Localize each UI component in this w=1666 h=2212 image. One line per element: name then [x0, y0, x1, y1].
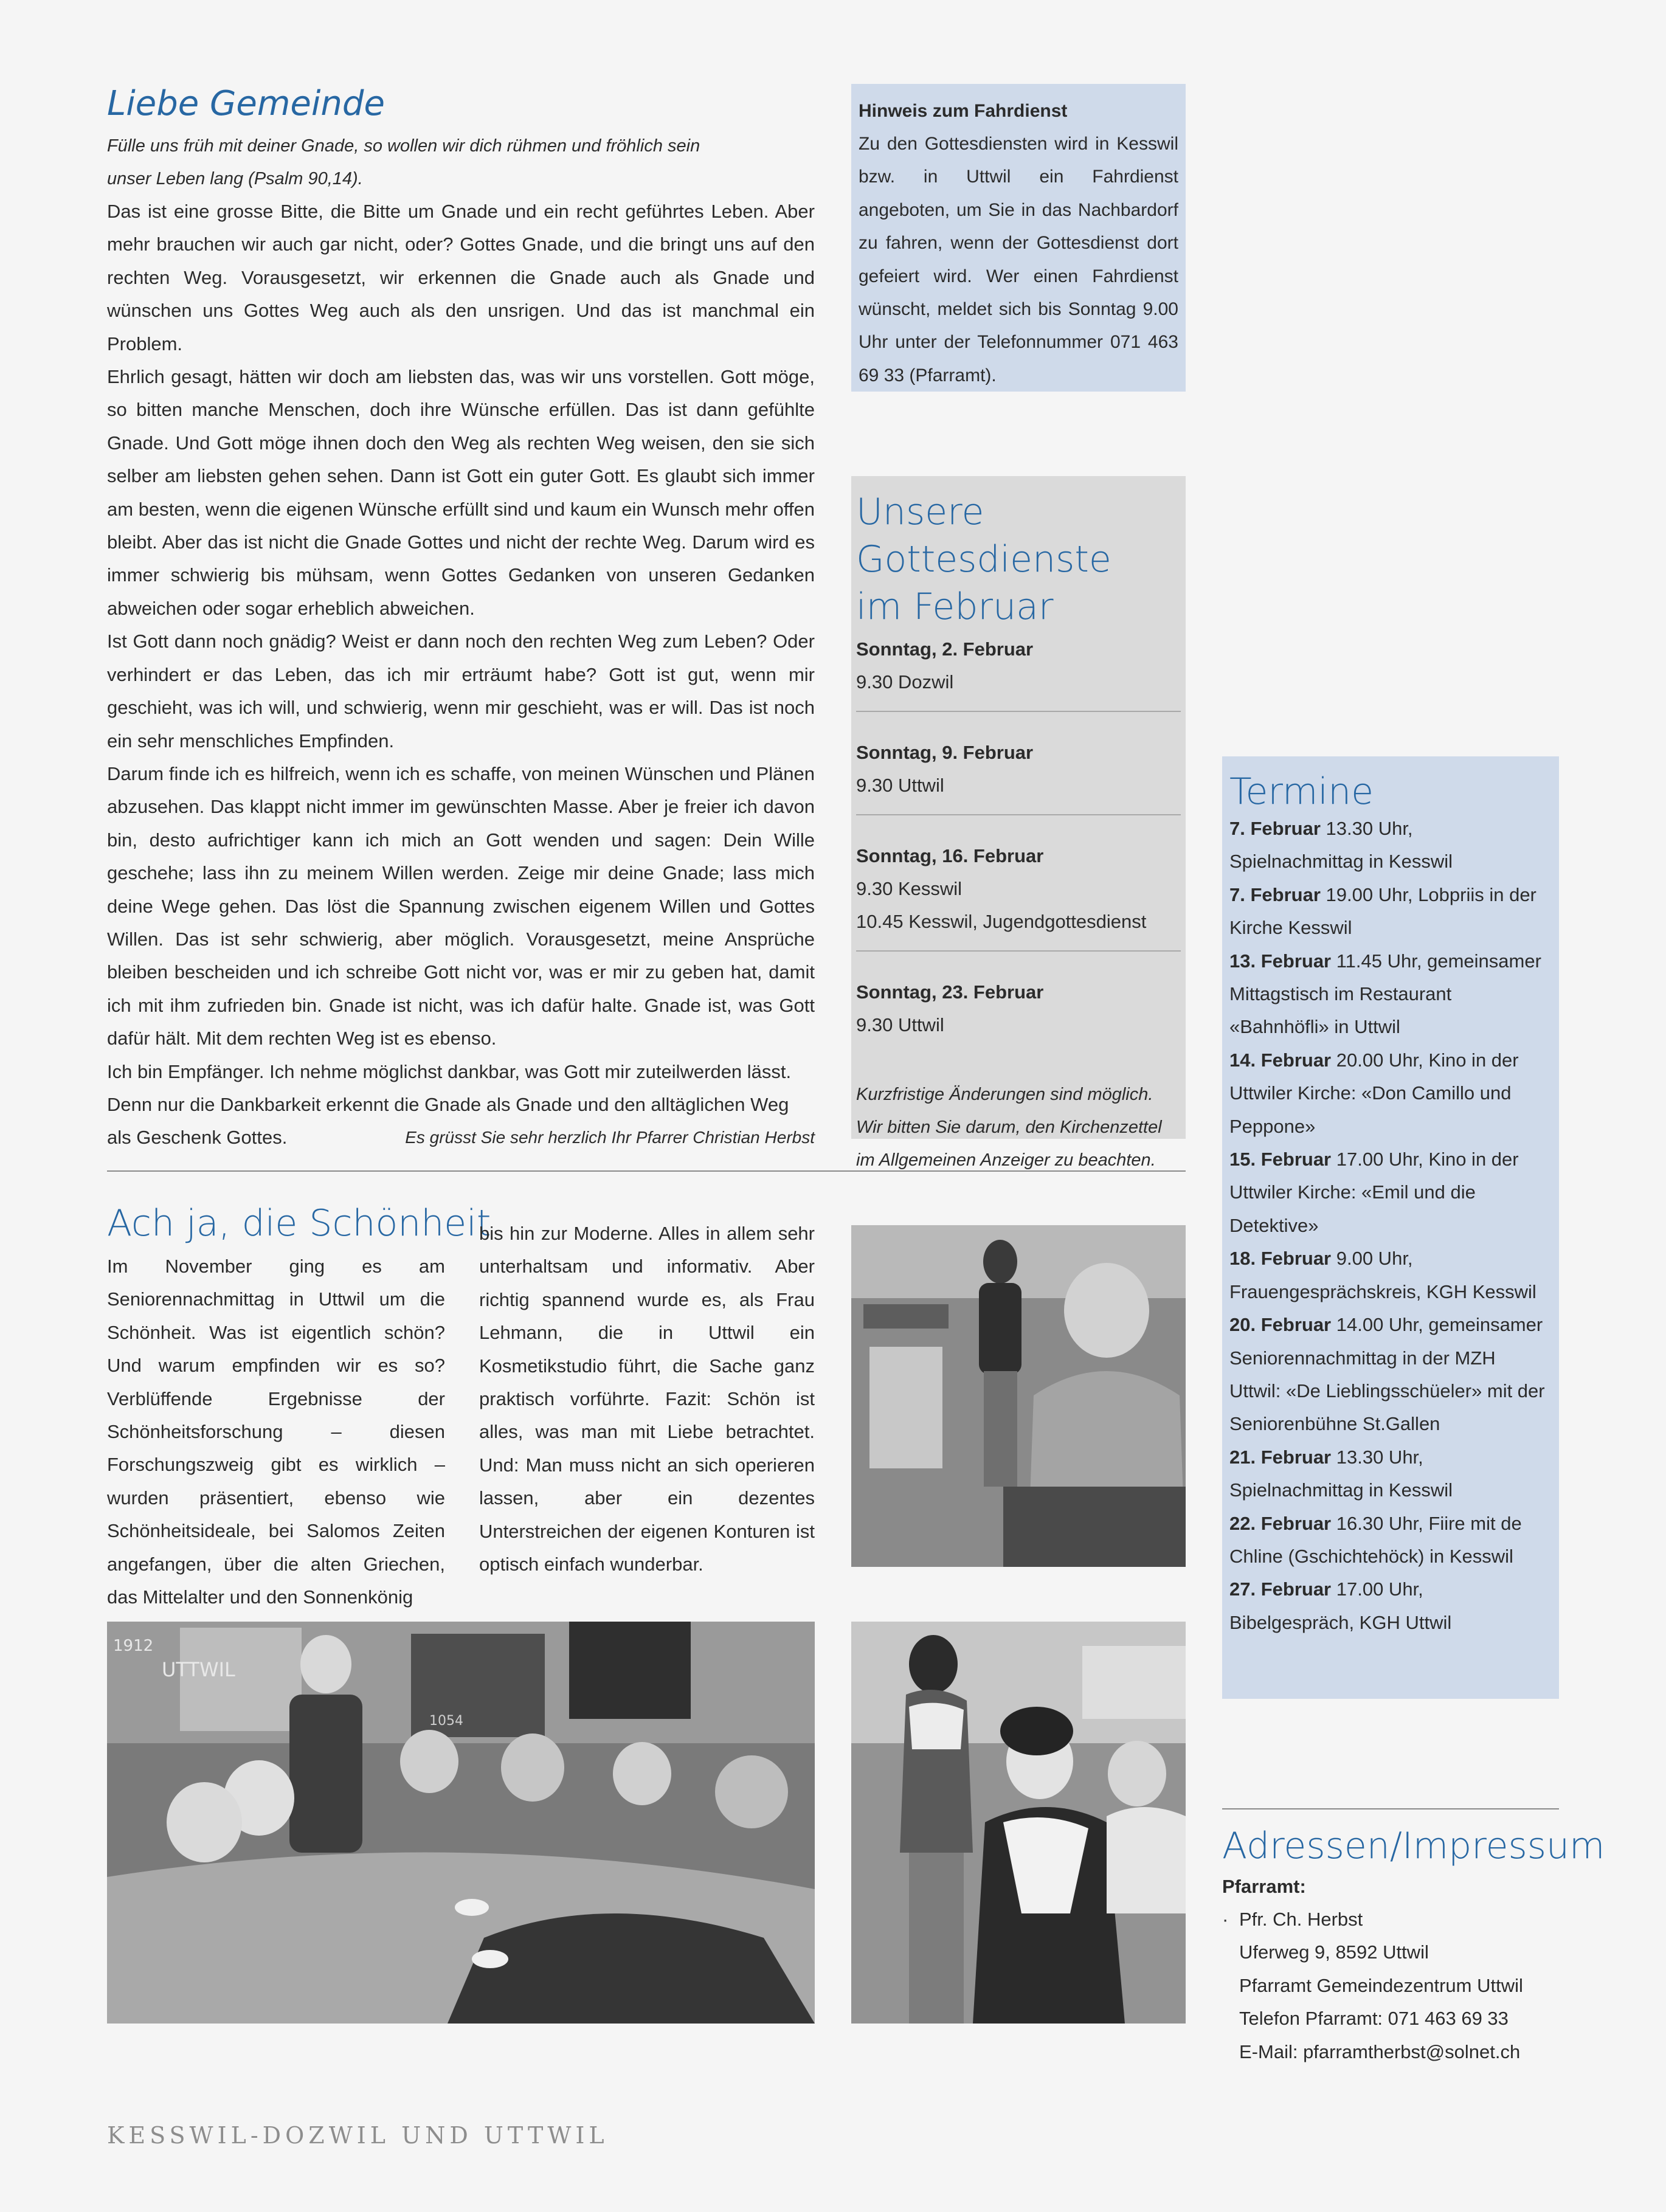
termin-text: 17.00 Uhr, Kino in der Uttwiler Kirche: «Emil und die Detektive»	[1229, 1149, 1519, 1236]
gottesdienste-title-line-1: Unsere Gottesdienste	[856, 491, 1111, 581]
termin-entry	[1229, 1143, 1552, 1242]
termin-date: 20. Februar	[1229, 1314, 1332, 1336]
page-footer: KESSWIL-DOZWIL UND UTTWIL	[107, 2122, 609, 2149]
adressen-section	[1222, 1822, 1605, 2069]
address-street: Uferweg 9, 8592 Uttwil	[1239, 1941, 1429, 1963]
adressen-divider	[1222, 1808, 1559, 1809]
gottesdienste-title-line-2: im Februar	[856, 586, 1054, 628]
service-entry	[856, 840, 1181, 952]
pastor-signoff: Es grüsst Sie sehr herzlich Ihr Pfarrer Christian Herbst	[405, 1128, 815, 1147]
service-time-place: 9.30 Kesswil	[856, 878, 963, 899]
gottesdienste-title	[856, 488, 1181, 631]
service-time-place: 10.45 Kesswil, Jugendgottesdienst	[856, 911, 1147, 932]
achja-title: Ach ja, die Schönheit	[107, 1202, 491, 1245]
termin-text: 20.00 Uhr, Kino in der Uttwiler Kirche: «Don Camillo und Peppone»	[1229, 1049, 1519, 1137]
termine-title: Termine	[1229, 770, 1374, 813]
bullet-icon: ·	[1222, 1909, 1229, 1930]
address-line	[1222, 1903, 1563, 1936]
termin-entry	[1229, 945, 1552, 1044]
service-date: Sonntag, 23. Februar	[856, 981, 1044, 1003]
photo-text-number: 1054	[429, 1713, 463, 1729]
photo-text-sign: UTTWIL	[162, 1658, 235, 1681]
termin-date: 14. Februar	[1229, 1049, 1332, 1071]
termin-date: 27. Februar	[1229, 1578, 1332, 1600]
fahrdienst-text: Zu den Gottesdiensten wird in Kesswil bzw. in Uttwil ein Fahrdienst angeboten, um Sie in das Nachbardorf zu fahren, wenn der Gottesdienst dort gefeiert wird. Wer einen Fahrdienst wünscht, meldet sich bis Sonntag 9.00 Uhr unter der Telefonnummer 071 463 69 33 (Pfarramt).	[859, 134, 1178, 385]
achja-column-1: Im November ging es am Seniorennachmittag in Uttwil um die Schönheit. Was ist eigentlich schön? Und warum empfinden wir es so? Verblüffende Ergebnisse der Schönheitsforschung – diesen Forschungszweig gibt es wirklich – wurden präsentiert, ebenso wie Schönheitsideale, bei Salomos Zeiten angefangen, über die alten Griechen, das Mittelalter und den Sonnenkönig	[107, 1256, 445, 1608]
liebe-gemeinde-article	[107, 82, 815, 1155]
termin-entry	[1229, 879, 1552, 945]
termin-entry	[1229, 1507, 1552, 1574]
liebe-paragraph-5	[107, 1056, 815, 1155]
service-entry	[856, 976, 1181, 1054]
termin-entry	[1229, 812, 1552, 879]
termin-entry	[1229, 1573, 1552, 1639]
photo-seniors-table-group	[107, 1622, 815, 2024]
termine-box	[1222, 756, 1559, 1699]
service-date: Sonntag, 9. Februar	[856, 742, 1034, 763]
address-email: E-Mail: pfarramtherbst@solnet.ch	[1239, 2041, 1521, 2062]
termin-date: 13. Februar	[1229, 950, 1332, 972]
termin-text: 13.30 Uhr, Spielnachmittag in Kesswil	[1229, 1446, 1453, 1501]
gottesdienste-box	[851, 476, 1186, 1170]
liebe-paragraph-4: Darum finde ich es hilfreich, wenn ich es schaffe, von meinen Wünschen und Plänen abzusehen. Das klappt nicht immer im gewünschten Masse. Aber je freier ich davon bin, desto aufrichtiger kann ich mich an Gott wenden und sagen: Dein Wille geschehe; lass ihn zu meinem Willen werden. Zeige mir deine Gnade; lass mich deine Wege gehen. Das löst die Spannung zwischen eigenem Willen und Gottes Willen. Das ist sehr schwierig, aber möglich. Vorausgesetzt, meine Ansprüche bleiben bescheiden und ich schreibe Gott nicht vor, was er mir zu geben hat, damit ich mit ihm zufrieden bin. Gnade ist nicht, was ich dafür halte. Gnade ist, was Gott dafür hält. Mit dem rechten Weg ist es ebenso.	[107, 762, 815, 1049]
liebe-paragraph-2: Ehrlich gesagt, hätten wir doch am liebsten das, was wir uns vorstellen. Gott möge, so bitten manche Menschen, doch ihre Wünsche erfüllen. Das ist dann gefühlte Gnade. Und Gott möge ihnen doch den Weg als rechten Weg weisen, den sie sich selber am liebsten gehen sehen. Dann ist Gott ein guter Gott. Es glaubt sich immer am besten, wenn die eigenen Wünsche erfüllt sind und kaum ein Wunsch mehr offen bleibt. Aber das ist nicht die Gnade Gottes und nicht der rechte Weg. Darum wird es immer schwierig bis mühsam, wenn Gottes Gedanken von unseren Gedanken abweichen oder sogar erheblich abweichen.	[107, 366, 815, 619]
termin-text: 9.00 Uhr, Frauengesprächskreis, KGH Kesswil	[1229, 1248, 1536, 1302]
termin-text: 19.00 Uhr, Lobpriis in der Kirche Kesswil	[1229, 883, 1536, 939]
service-time-place: 9.30 Dozwil	[856, 671, 954, 693]
liebe-gemeinde-title: Liebe Gemeinde	[107, 84, 385, 123]
service-time-place: 9.30 Uttwil	[856, 1014, 944, 1035]
termin-entry	[1229, 1308, 1552, 1441]
termin-text: 11.45 Uhr, gemeinsamer Mittagstisch im Restaurant «Bahnhöfli» in Uttwil	[1229, 950, 1541, 1038]
fahrdienst-title: Hinweis zum Fahrdienst	[859, 101, 1068, 121]
service-time-place: 9.30 Uttwil	[856, 775, 944, 796]
photo-makeup-demonstration	[851, 1622, 1186, 2024]
fahrdienst-notice-box	[851, 84, 1186, 392]
termin-text: 16.30 Uhr, Fiire mit de Chline (Gschichtehöck) in Kesswil	[1229, 1512, 1522, 1567]
photo-text-year: 1912	[113, 1637, 154, 1655]
address-name: Pfr. Ch. Herbst	[1239, 1909, 1363, 1930]
pfarramt-label: Pfarramt:	[1222, 1876, 1306, 1897]
liebe-paragraph-1: Das ist eine grosse Bitte, die Bitte um Gnade und ein recht geführtes Leben. Aber mehr brauchen wir auch gar nicht, oder? Gottes Gnade, und die bringt uns auf den rechten Weg. Vorausgesetzt, wir erkennen die Gnade auch als Gnade und wünschen uns Gottes Weg auch als den unsrigen. Und das ist manchmal ein Problem.	[107, 201, 815, 354]
termin-text: 14.00 Uhr, gemeinsamer Seniorennachmittag in der MZH Uttwil: «De Lieblingsschüeler» mit der Seniorenbühne St.Gallen	[1229, 1314, 1545, 1435]
termin-date: 7. Februar	[1229, 883, 1321, 905]
psalm-verse-line-2: unser Leben lang (Psalm 90,14).	[107, 169, 363, 188]
service-date: Sonntag, 2. Februar	[856, 638, 1034, 660]
section-divider	[107, 1170, 1186, 1172]
termin-date: 21. Februar	[1229, 1446, 1332, 1468]
gottesdienste-note: Kurzfristige Änderungen sind möglich. Wir bitten Sie darum, den Kirchenzettel im Allgemeinen Anzeiger zu beachten.	[856, 1085, 1162, 1170]
address-building: Pfarramt Gemeindezentrum Uttwil	[1239, 1974, 1523, 1996]
liebe-paragraph-5-text: Ich bin Empfänger. Ich nehme möglichst dankbar, was Gott mir zuteilwerden lässt. Denn nur die Dankbarkeit erkennt die Gnade als Gnade und den alltäglichen Weg als Geschenk Gottes.	[107, 1060, 792, 1149]
termin-date: 15. Februar	[1229, 1149, 1332, 1170]
photo-woman-standing-senior	[851, 1225, 1186, 1567]
achja-column-2: bis hin zur Moderne. Alles in allem sehr unterhaltsam und informativ. Aber richtig spannend wurde es, als Frau Lehmann, die in Uttwil ein Kosmetikstudio führt, die Sache ganz praktisch vorführte. Fazit: Schön ist alles, was man mit Liebe betrachtet. Und: Man muss nicht an sich operieren lassen, aber ein dezentes Unterstreichen der eigenen Konturen ist optisch einfach wunderbar.	[479, 1223, 815, 1575]
termin-text: 17.00 Uhr, Bibelgespräch, KGH Uttwil	[1229, 1578, 1452, 1633]
termin-text: 13.30 Uhr, Spielnachmittag in Kesswil	[1229, 818, 1453, 873]
service-entry	[856, 736, 1181, 815]
termin-entry	[1229, 1242, 1552, 1308]
service-entry	[856, 633, 1181, 712]
address-phone: Telefon Pfarramt: 071 463 69 33	[1239, 2008, 1509, 2030]
liebe-paragraph-3: Ist Gott dann noch gnädig? Weist er dann noch den rechten Weg zum Leben? Oder verhindert er das Leben, das ich mir erträumt habe? Gott ist gut, wenn mir geschieht, was ich will, und schwierig, wenn mir geschieht, was er will. Das ist noch ein sehr menschliches Empfinden.	[107, 631, 815, 752]
termin-entry	[1229, 1044, 1552, 1143]
psalm-verse-line-1: Fülle uns früh mit deiner Gnade, so wollen wir dich rühmen und fröhlich sein	[107, 136, 700, 156]
adressen-title: Adressen/Impressum	[1222, 1825, 1605, 1867]
termin-date: 7. Februar	[1229, 818, 1321, 839]
termin-date: 18. Februar	[1229, 1248, 1332, 1270]
termin-entry	[1229, 1441, 1552, 1507]
termin-date: 22. Februar	[1229, 1512, 1332, 1534]
service-date: Sonntag, 16. Februar	[856, 845, 1044, 866]
